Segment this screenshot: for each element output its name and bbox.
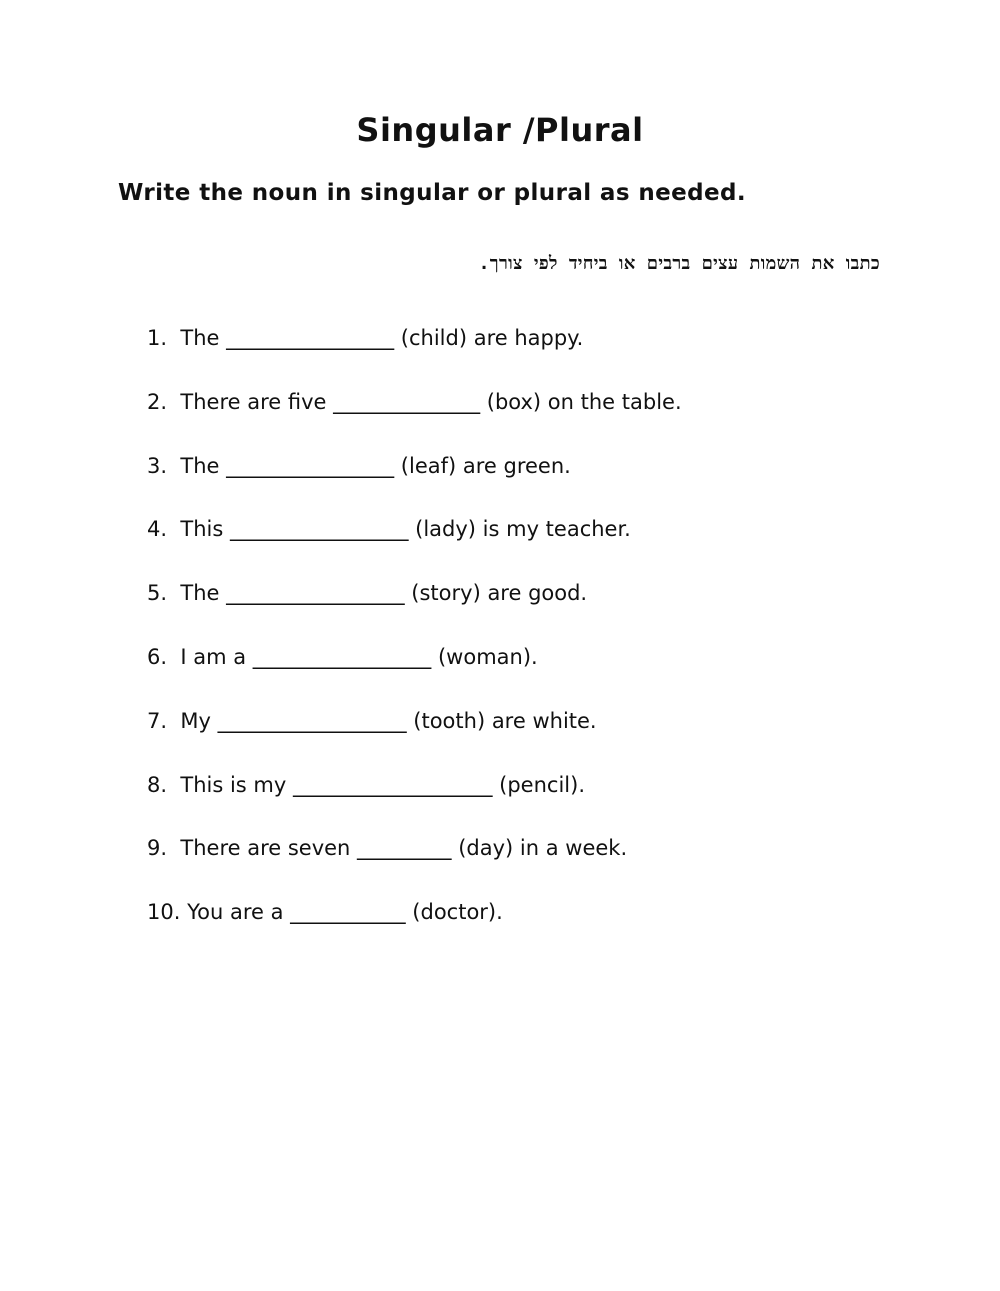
exercise-item-3: 3. The ________________ (leaf) are green. (147, 453, 571, 478)
exercise-item-2: 2. There are five ______________ (box) on the table. (147, 389, 682, 414)
exercise-item-9: 9. There are seven _________ (day) in a week. (147, 836, 628, 861)
exercise-item-10: 10. You are a ___________ (doctor). (147, 900, 503, 925)
exercise-item-1: 1. The ________________ (child) are happy. (147, 326, 584, 350)
exercise-item-8: 8. This is my ___________________ (pencil). (147, 772, 585, 797)
exercise-item-7: 7. My __________________ (tooth) are white. (147, 708, 597, 733)
exercise-item-4: 4. This _________________ (lady) is my teacher. (147, 517, 631, 542)
page-title: Singular /Plural (356, 111, 644, 149)
exercise-list (147, 320, 682, 958)
exercise-item-6: 6. I am a _________________ (woman). (147, 644, 538, 669)
instruction-english: Write the noun in singular or plural as needed. (118, 180, 746, 206)
instruction-hebrew: כתבו את השמות עצים ברבים או ביחיד לפי צורך. (478, 253, 880, 274)
exercise-item-5: 5. The _________________ (story) are good. (147, 581, 588, 606)
